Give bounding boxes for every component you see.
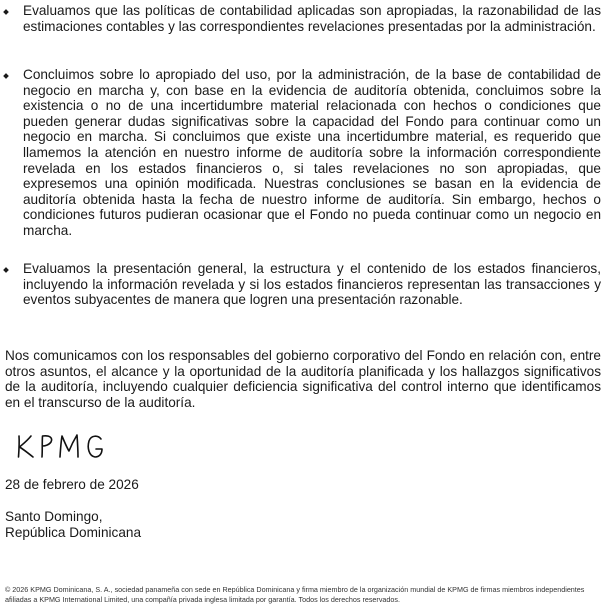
bullet-text: Evaluamos que las políticas de contabilidad aplicadas son apropiadas, la razonabilidad de las estimaciones contables y las correspondientes revelaciones presentadas por la administración.	[23, 3, 601, 34]
copyright-footer: © 2026 KPMG Dominicana, S. A., sociedad panameña con sede en República Dominicana y firma miembro de la organización mundial de KPMG de firmas miembros independientes afiliadas a KPMG International Limited, una compañía privada inglesa limitada por garantía. Todos los derechos reservados.	[5, 585, 585, 604]
bullet-text: Concluimos sobre lo apropiado del uso, por la administración, de la base de contabilidad de negocio en marcha y, con base en la evidencia de auditoría obtenida, concluimos sobre la existencia o no de una incertidumbre material relacionada con hechos o condiciones que pueden generar dudas significativas sobre la capacidad del Fondo para continuar como un negocio en marcha. Si concluimos que existe una incertidumbre material, es requerido que llamemos la atención en nuestro informe de auditoría sobre la información correspondiente revelada en los estados financieros o, si tales revelaciones no son apropiadas, que expresemos una opinión modificada. Nuestras conclusiones se basan en la evidencia de auditoría obtenida hasta la fecha de nuestro informe de auditoría. Sin embargo, hechos o condiciones futuros pudieran ocasionar que el Fondo no pueda continuar como un negocio en marcha.	[23, 67, 601, 238]
bullet-text: Evaluamos la presentación general, la estructura y el contenido de los estados financieros, incluyendo la información revelada y si los estados financieros representan las transacciones y eventos subyacentes de manera que logren una presentación razonable.	[23, 261, 601, 308]
bullet-icon	[3, 73, 9, 79]
location-city: Santo Domingo,	[5, 509, 103, 524]
report-location	[5, 509, 141, 540]
kpmg-signature	[12, 426, 112, 466]
bullet-icon	[3, 9, 9, 15]
governance-communication-paragraph: Nos comunicamos con los responsables del gobierno corporativo del Fondo en relación con, entre otros asuntos, el alcance y la oportunidad de la auditoría planificada y los hallazgos significativos de la auditoría, incluyendo cualquier deficiencia significativa del control interno que identificamos en el transcurso de la auditoría.	[5, 348, 601, 410]
report-date: 28 de febrero de 2026	[5, 477, 139, 492]
location-country: República Dominicana	[5, 524, 142, 540]
bullet-icon	[3, 267, 9, 273]
